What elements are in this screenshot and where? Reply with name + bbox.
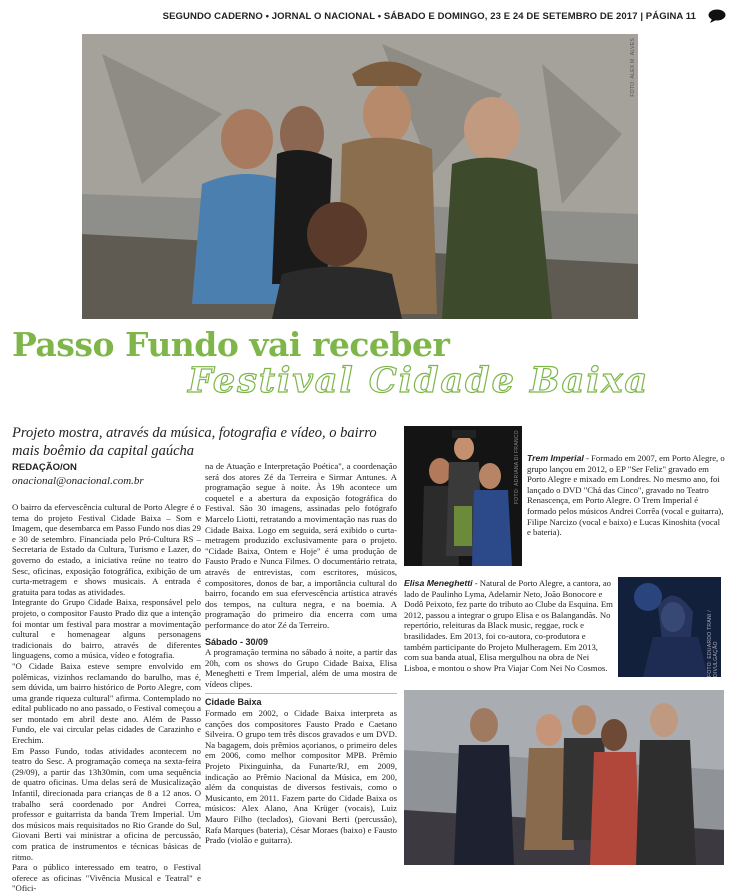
main-photo	[82, 34, 638, 319]
subtitle: Projeto mostra, através da música, fotografia e vídeo, o bairro mais boêmio da capital gaúcha	[12, 425, 377, 459]
main-photo-credit: FOTO: ALEX M. ALVES	[630, 38, 636, 97]
speech-bubble-icon	[708, 9, 726, 23]
elisa-name: Elisa Meneghetti	[404, 578, 473, 588]
paragraph: Para o público interessado em teatro, o Festival oferece as oficinas "Vivência Musical e Teatral" e "Ofici-	[12, 862, 201, 894]
elisa-photo	[618, 577, 721, 677]
elisa-photo-credit: FOTO: EDUARDO TRANI / DIVULGAÇÃO	[707, 610, 719, 677]
paragraph: Integrante do Grupo Cidade Baixa, responsável pelo projeto, o compositor Fausto Prado diz que a intenção foi montar um festival para mostrar a movimentação cultural e homenagear alguns personagens tradicionais do bairro, através de diferentes linguagens, como a música, vídeo e fotografia.	[12, 597, 201, 661]
saturday-text: A programação termina no sábado à noite, a partir das 20h, com os shows do Grupo Cidade Baixa, Elisa Meneghetti e Trem Imperial, além de uma mostra de vídeos clipes.	[205, 647, 397, 689]
trem-photo-credit: FOTO: ADRIANA DI FRANCO	[514, 430, 520, 505]
paragraph: "O Cidade Baixa esteve sempre envolvido em polêmicas, vizinhos reclamando do barulho, mas é, sem dúvida, um bairro histórico de Porto Alegre, com uma grande riqueza cultural" afirma. Contemplado no edital publicado no ano passado, o Festival começou a ser montado em abril deste ano. Além de Passo Fundo, ele vai circular pelas cidades de Carazinho e Erechim.	[12, 660, 201, 746]
article-column-2	[205, 461, 397, 846]
byline: REDAÇÃO/ON	[12, 462, 77, 473]
headline-line1: Passo Fundo vai receber	[12, 325, 450, 364]
cidade-baixa-group-photo	[404, 690, 724, 865]
main-photo-illustration	[82, 34, 638, 319]
trem-imperial-name: Trem Imperial	[527, 453, 584, 463]
cidade-baixa-text: Formado em 2002, o Cidade Baixa interpreta as canções dos compositores Fausto Prado e Caetano Silveira. O grupo tem três discos gravados e um DVD. Na bagagem, dois prêmios açorianos, o primeiro deles em 2006, como melhor compositor MPB. Prêmio Projeto Pixinguinha, da Funarte/RJ, em 2009, indicação ao Prêmio Nacional da Música, em 200, além da conquistas de diversos festivais, como o Musicanto, em 2011. Fazem parte do Cidade Baixa os músicos: Alex Alano, Ana Krüger (vocais), Luiz Mauro Filho (teclados), Giovani Berti (percussão), Rafa Marques (bateria), César Moraes (baixo) e Fausto Prado (violão e guitarra).	[205, 708, 397, 846]
headline-line2: Festival Cidade Baixa	[188, 360, 650, 401]
elisa-text: - Natural de Porto Alegre, a cantora, ao lado de Paulinho Lyma, Adelamir Neto, João Bonocore e Dodô Peixoto, fez parte do tributo ao Clube da Esquina. Em 2012, passou a integrar o grupo Elisa e os Balangandãs. No repertório, releituras da Black music, reggae, rock e brasilidades. Em 2013, foi co-autora, co-produtora e também participante do Projeto Mulheragem. Em 2013, com sua banda atual, Elisa mergulhou na obra de Nei Lisboa, e montou o show Pra Viajar Com Nei No Cosmos.	[404, 578, 613, 673]
article-column-1	[12, 502, 201, 894]
cidade-baixa-heading: Cidade Baixa	[205, 697, 262, 708]
cidade-baixa-illustration	[404, 690, 724, 865]
paragraph: na de Atuação e Interpretação Poética", a coordenação será dos atores Zé da Terreira e Sirmar Antunes. A programação segue à noite. Às 19h acontece um coquetel e a abertura da exposição fotográfica do Festival. São 30 imagens, assinadas pelo fotógrafo Marcelo Liotti, retratando a movimentação nas ruas do Cidade Baixa. Logo em seguida, será exibido o curta-metragem produzido exclusivamente para o projeto. "Cidade Baixa, Ontem e Hoje" é uma produção de Fausto Prado e Nunca Filmes. O documentário retrata, através de entrevistas, com escritores, músicos, compositores, donos de bar, a importância cultural do bairro, focando em sua efervescência artística através dos tempos, na cultura negra, e na boemia. A programação do primeiro dia encerra com uma performance do ator Zé da Terreiro.	[205, 461, 397, 630]
trem-imperial-photo	[404, 426, 522, 566]
saturday-heading: Sábado - 30/09	[205, 636, 269, 647]
byline-email[interactable]: onacional@onacional.com.br	[12, 475, 144, 487]
trem-imperial-text: - Formado em 2007, em Porto Alegre, o grupo lançou em 2012, o EP "Ser Feliz" gravado em Porto Alegre e mixado em Londres. No mesmo ano, foi lançado o DVD "Chá das Cinco", gravado no Teatro Renascença, em Porto Alegre. O Trem Imperial é formado pelos músicos Andrei Corrêa (vocal e guitarra), Filipe Narcizo (vocal e baixo) e Lucas Kinoshita (vocal e bateria).	[527, 453, 725, 538]
elisa-illustration	[618, 577, 721, 677]
paragraph: Em Passo Fundo, todas atividades acontecem no teatro do Sesc. A programação começa na sexta-feira (29/09), a partir das 13h30min, com uma sequência de quatro oficinas. Uma delas será de Musicalização Infantil, direcionada para crianças de 8 a 12 anos. O trabalho será coordenado por Andrei Correa, professor e guitarrista da banda Trem Imperial. Um dos músicos mais requisitados no Rio Grande do Sul, Giovani Berti vai ministrar a oficina de percussão, com pratica de instrumentos e técnicas básicas de ritmo.	[12, 745, 201, 862]
trem-imperial-blurb	[527, 453, 725, 538]
page-header: SEGUNDO CADERNO • JORNAL O NACIONAL • SÁBADO E DOMINGO, 23 E 24 DE SETEMBRO DE 2017 | PÁGINA 11	[162, 11, 696, 22]
paragraph: O bairro da efervescência cultural de Porto Alegre é o tema do projeto Festival Cidade Baixa – Som e Imagem, que desembarca em Passo Fundo nos dias 29 e 30 de setembro. Financiada pelo Pró-Cultura RS – Secretaria de Estado da Cultura, Turismo e Lazer, do governo do estado, a iniciativa reúne no teatro do Sesc, oficinas, exposição fotográfica, exibição de um curta-metragem e shows musicais. A entrada é gratuita para todas as atividades.	[12, 502, 201, 597]
elisa-blurb	[404, 578, 614, 673]
trem-imperial-illustration	[404, 426, 522, 566]
divider	[205, 693, 397, 694]
